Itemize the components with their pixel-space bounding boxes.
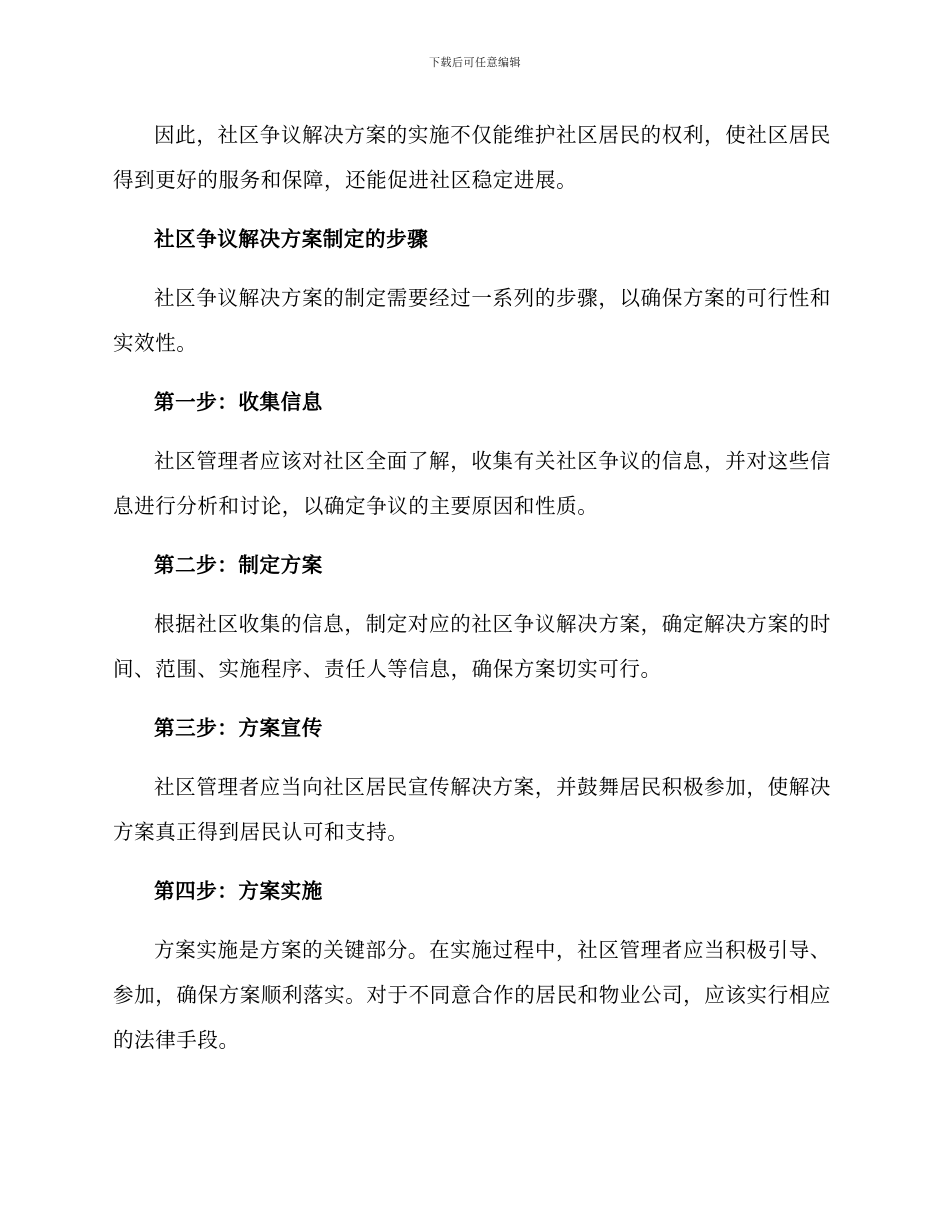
step-1-title: 第一步：收集信息	[154, 390, 323, 414]
step-3-paragraph: 社区管理者应当向社区居民宣传解决方案，并鼓舞居民积极参加，使解决方案真正得到居民认可和支持。	[113, 775, 831, 844]
document-body	[113, 113, 831, 1063]
step-4-title: 第四步：方案实施	[154, 879, 323, 903]
step-3-title: 第三步：方案宣传	[154, 716, 323, 740]
page-header: 下载后可任意编辑	[429, 56, 521, 69]
step-2-paragraph: 根据社区收集的信息，制定对应的社区争议解决方案，确定解决方案的时间、范围、实施程序、责任人等信息，确保方案切实可行。	[113, 612, 831, 681]
section-paragraph: 社区争议解决方案的制定需要经过一系列的步骤，以确保方案的可行性和实效性。	[113, 286, 831, 355]
intro-paragraph: 因此，社区争议解决方案的实施不仅能维护社区居民的权利，使社区居民得到更好的服务和保障，还能促进社区稳定进展。	[113, 123, 831, 192]
step-4-paragraph: 方案实施是方案的关键部分。在实施过程中，社区管理者应当积极引导、参加，确保方案顺利落实。对于不同意合作的居民和物业公司，应该实行相应的法律手段。	[113, 938, 831, 1052]
step-2-title: 第二步：制定方案	[154, 553, 323, 577]
section-title: 社区争议解决方案制定的步骤	[154, 227, 429, 251]
step-1-paragraph: 社区管理者应该对社区全面了解，收集有关社区争议的信息，并对这些信息进行分析和讨论，以确定争议的主要原因和性质。	[113, 449, 831, 518]
